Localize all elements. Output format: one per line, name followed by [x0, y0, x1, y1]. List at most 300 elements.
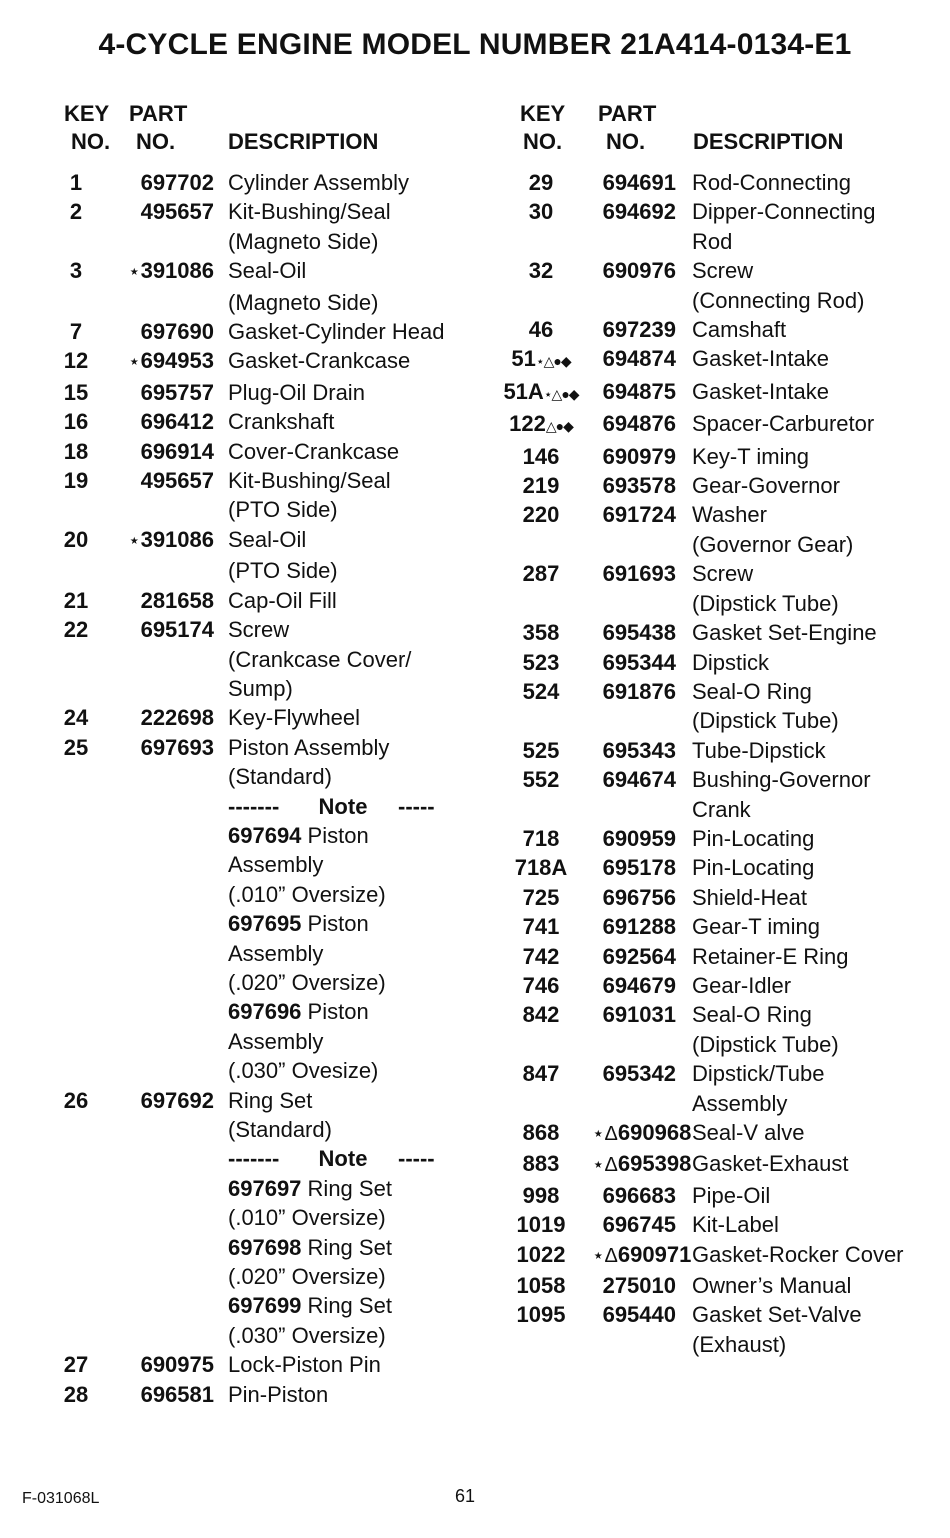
- replacement-marker: ⋆Δ: [592, 1154, 618, 1177]
- description-cell: [228, 378, 485, 407]
- part-no-cell: [112, 466, 214, 495]
- part-no-cell: [112, 407, 214, 436]
- key-no-cell: [490, 1118, 592, 1147]
- description-text: (Magneto Side): [228, 228, 379, 254]
- description-cell: [692, 824, 945, 853]
- part-no-cell: [592, 344, 676, 373]
- note-part-no: 697694: [228, 822, 302, 848]
- description-cell: [692, 853, 945, 882]
- key-no-cell: [490, 1181, 592, 1210]
- key-no-cell: [490, 912, 592, 941]
- description-text: Gear-Governor: [692, 473, 840, 499]
- key-no: 24: [63, 705, 89, 731]
- key-no: 7: [69, 319, 83, 345]
- description-cell: [692, 795, 945, 824]
- parts-row: [40, 968, 485, 997]
- key-no: 122: [509, 411, 546, 437]
- parts-row: [40, 1291, 485, 1320]
- part-no: 691876: [602, 678, 676, 704]
- key-no: 718A: [514, 855, 568, 881]
- description-cell: [692, 1181, 945, 1210]
- key-no: 746: [522, 972, 560, 998]
- key-no: 51A: [503, 378, 544, 404]
- parts-row: [490, 795, 945, 824]
- key-no-cell: [490, 315, 592, 344]
- key-no: 358: [522, 620, 560, 646]
- part-no: 695342: [602, 1061, 676, 1087]
- part-no-header-top: PART: [598, 101, 657, 126]
- part-no-cell: [592, 377, 676, 406]
- description-cell: [228, 997, 485, 1026]
- parts-row: [40, 1203, 485, 1232]
- description-cell: [692, 648, 945, 677]
- part-no: 695438: [602, 620, 676, 646]
- part-no-cell: [592, 1118, 692, 1149]
- description-text: (.030” Oversize): [228, 1322, 386, 1348]
- description-text: Cover-Crankcase: [228, 438, 400, 464]
- description-cell: [692, 559, 945, 588]
- part-no-cell: [112, 256, 214, 287]
- key-no: 29: [528, 170, 554, 195]
- description-cell: [692, 677, 945, 706]
- description-text: Assembly: [692, 1090, 788, 1116]
- parts-row: [490, 1118, 945, 1149]
- description-text: (Exhaust): [692, 1331, 787, 1357]
- description-cell: [228, 1174, 485, 1203]
- part-no-cell: [592, 1149, 692, 1180]
- part-no-cell: [592, 1271, 676, 1300]
- key-no: 220: [522, 502, 560, 528]
- description-cell: [228, 586, 485, 615]
- description-text: Ring Set: [228, 1087, 313, 1113]
- parts-row: [490, 618, 945, 647]
- description-cell: [228, 437, 485, 466]
- description-cell: [692, 1118, 945, 1147]
- parts-row: [40, 645, 485, 674]
- note-dash-left: -------: [228, 793, 280, 819]
- description-text: Shield-Heat: [692, 884, 807, 910]
- description-cell: [228, 821, 485, 850]
- part-no: 694691: [602, 170, 676, 195]
- description-cell: [692, 344, 945, 373]
- parts-row: [490, 677, 945, 706]
- key-no: 3: [69, 258, 83, 284]
- key-no-cell: [40, 168, 112, 197]
- description-text: Ring Set: [307, 1234, 392, 1260]
- part-no-cell: [592, 315, 676, 344]
- description-text: Cylinder Assembly: [228, 170, 409, 195]
- parts-row: [490, 1149, 945, 1180]
- key-no: 725: [522, 884, 560, 910]
- description-cell: [692, 315, 945, 344]
- description-cell: [692, 1240, 945, 1269]
- key-no-cell: [490, 1000, 592, 1029]
- description-cell: [692, 1210, 945, 1239]
- description-text: Tube-Dipstick: [692, 737, 826, 763]
- key-no: 12: [63, 348, 89, 374]
- description-cell: [692, 168, 945, 197]
- key-no: 1019: [516, 1212, 566, 1238]
- key-no: 1058: [516, 1273, 566, 1299]
- part-no: 694679: [602, 972, 676, 998]
- description-cell: [692, 256, 945, 285]
- part-no-cell: [592, 168, 676, 197]
- description-cell: [228, 1027, 485, 1056]
- key-no: 523: [522, 649, 560, 675]
- part-no-header-top: PART: [129, 101, 188, 126]
- description-cell: [692, 530, 945, 559]
- description-cell: [692, 471, 945, 500]
- parts-row: [40, 495, 485, 524]
- part-no-cell: [592, 256, 676, 285]
- part-marker-symbols: ⋆△●◆: [543, 385, 579, 402]
- key-no: 741: [522, 914, 560, 940]
- key-no-cell: [490, 677, 592, 706]
- parts-row: [490, 1271, 945, 1300]
- note-part-no: 697699: [228, 1293, 302, 1319]
- part-no: 690979: [602, 443, 676, 469]
- part-no-cell: [112, 733, 214, 762]
- key-no-cell: [490, 409, 592, 441]
- part-no-cell: [592, 765, 676, 794]
- description-cell: [228, 762, 485, 791]
- part-no: 690976: [602, 258, 676, 284]
- key-no-cell: [490, 1271, 592, 1300]
- part-no-cell: [112, 1086, 214, 1115]
- description-cell: [228, 1350, 485, 1379]
- description-text: Screw: [228, 617, 290, 643]
- description-text: Assembly: [228, 940, 324, 966]
- part-no: 694874: [602, 346, 676, 372]
- description-cell: [228, 1291, 485, 1320]
- description-header: DESCRIPTION: [228, 129, 379, 154]
- part-no: 694674: [602, 767, 676, 793]
- description-cell: [692, 1330, 945, 1359]
- part-no: 697692: [140, 1087, 214, 1113]
- key-no-cell: [40, 525, 112, 554]
- description-cell: [692, 286, 945, 315]
- parts-row: [40, 674, 485, 703]
- description-cell: [228, 556, 485, 585]
- key-no-cell: [490, 736, 592, 765]
- key-no: 525: [522, 737, 560, 763]
- description-text: Piston: [307, 822, 369, 848]
- description-cell: [228, 1321, 485, 1350]
- key-no: 19: [63, 468, 89, 494]
- part-no: 495657: [140, 199, 214, 225]
- part-no-cell: [112, 346, 214, 377]
- parts-row: [40, 1115, 485, 1144]
- part-no: 696581: [140, 1381, 214, 1407]
- parts-row: [490, 256, 945, 285]
- key-no: 219: [522, 473, 560, 499]
- parts-row: [40, 1056, 485, 1085]
- parts-row: [490, 1000, 945, 1029]
- part-no-cell: [592, 409, 676, 438]
- key-no-cell: [490, 883, 592, 912]
- part-no-cell: [592, 500, 676, 529]
- description-cell: [692, 227, 945, 256]
- key-no: 287: [522, 561, 560, 587]
- parts-row: [40, 1380, 485, 1409]
- description-cell: [692, 1089, 945, 1118]
- parts-list-right: [490, 168, 945, 1359]
- key-no: 2: [69, 199, 83, 225]
- parts-row: [40, 525, 485, 556]
- description-text: Gasket Set-Engine: [692, 620, 877, 646]
- part-no-cell: [592, 559, 676, 588]
- description-text: Pipe-Oil: [692, 1182, 771, 1208]
- description-cell: [692, 589, 945, 618]
- key-no: 27: [63, 1352, 89, 1378]
- parts-row: [40, 288, 485, 317]
- part-no-cell: [112, 703, 214, 732]
- replacement-marker: ⋆: [128, 261, 141, 284]
- key-no-cell: [490, 1059, 592, 1088]
- description-text: Gasket Set-Valve: [692, 1302, 862, 1328]
- part-no-cell: [112, 378, 214, 407]
- parts-row: [490, 1030, 945, 1059]
- key-no-header-top: KEY: [64, 101, 110, 126]
- key-no-cell: [40, 346, 112, 375]
- description-text: Bushing-Governor: [692, 767, 871, 793]
- description-text: (Dipstick Tube): [692, 590, 839, 616]
- description-text: (Standard): [228, 1117, 332, 1142]
- part-no: 495657: [140, 468, 214, 494]
- description-text: Rod-Connecting: [692, 170, 851, 195]
- description-text: Cap-Oil Fill: [228, 587, 337, 613]
- parts-row: [40, 821, 485, 850]
- part-no: 697702: [140, 170, 214, 195]
- key-no-cell: [40, 437, 112, 466]
- description-cell: [692, 500, 945, 529]
- description-text: Owner’s Manual: [692, 1273, 852, 1299]
- part-no: 697239: [602, 317, 676, 343]
- description-text: Key-T iming: [692, 443, 809, 469]
- key-no: 22: [63, 617, 89, 643]
- parts-row: [40, 586, 485, 615]
- part-no-cell: [112, 1350, 214, 1379]
- description-text: (Magneto Side): [228, 289, 379, 315]
- parts-row: [490, 1089, 945, 1118]
- key-no: 868: [522, 1120, 560, 1145]
- description-cell: [692, 442, 945, 471]
- description-header: DESCRIPTION: [693, 129, 844, 154]
- parts-row: [40, 256, 485, 287]
- description-text: Screw: [692, 258, 754, 284]
- description-text: Dipper-Connecting: [692, 199, 876, 225]
- description-text: (Dipstick Tube): [692, 1031, 839, 1057]
- key-no: 16: [63, 409, 89, 435]
- description-cell: [228, 615, 485, 644]
- parts-row: [40, 168, 485, 197]
- key-no: 742: [522, 943, 560, 969]
- key-no-cell: [40, 1350, 112, 1379]
- parts-row: [40, 1350, 485, 1379]
- parts-row: [490, 1059, 945, 1088]
- part-no: 695398: [617, 1151, 692, 1177]
- part-no-header-bottom: NO.: [136, 129, 176, 154]
- parts-row: [40, 997, 485, 1026]
- parts-row: [490, 824, 945, 853]
- key-no-cell: [40, 1380, 112, 1409]
- parts-row: [490, 912, 945, 941]
- part-no: 692564: [602, 943, 676, 969]
- key-no-cell: [490, 824, 592, 853]
- description-cell: [692, 883, 945, 912]
- key-no-cell: [490, 377, 592, 409]
- parts-row: [40, 1321, 485, 1350]
- replacement-marker: ⋆: [128, 351, 141, 374]
- part-no: 696914: [140, 438, 214, 464]
- key-no-cell: [490, 1300, 592, 1329]
- parts-row: [40, 850, 485, 879]
- parts-row: [490, 1300, 945, 1329]
- key-no-cell: [490, 168, 592, 197]
- part-no: 391086: [140, 526, 214, 552]
- description-text: Seal-Oil: [228, 258, 307, 284]
- description-text: Ring Set: [307, 1293, 392, 1319]
- part-no: 281658: [140, 587, 214, 613]
- part-no: 695440: [602, 1302, 676, 1328]
- description-cell: [228, 525, 485, 554]
- part-no-cell: [592, 197, 676, 226]
- description-cell: [692, 1030, 945, 1059]
- description-text: Assembly: [228, 852, 324, 878]
- part-no: 391086: [140, 258, 214, 284]
- description-text: Kit-Bushing/Seal: [228, 468, 391, 494]
- description-text: Piston: [307, 911, 369, 937]
- part-no: 275010: [602, 1273, 676, 1299]
- parts-row: [40, 346, 485, 377]
- description-text: Dipstick: [692, 649, 770, 675]
- key-no: 146: [522, 443, 560, 469]
- description-cell: [228, 1233, 485, 1262]
- key-no-cell: [40, 197, 112, 226]
- description-text: (Standard): [228, 764, 332, 790]
- parts-row: [40, 880, 485, 909]
- parts-row: [40, 407, 485, 436]
- parts-row: [490, 736, 945, 765]
- parts-row: [490, 315, 945, 344]
- description-text: Gasket-Rocker Cover: [692, 1241, 904, 1267]
- key-no: 1022: [516, 1241, 566, 1267]
- parts-row: [40, 437, 485, 466]
- description-text: Lock-Piston Pin: [228, 1352, 381, 1378]
- parts-row: [40, 703, 485, 732]
- description-cell: [692, 409, 945, 438]
- parts-row: [490, 286, 945, 315]
- key-no-cell: [40, 378, 112, 407]
- description-cell: [228, 880, 485, 909]
- part-no-cell: [112, 586, 214, 615]
- part-no: 691288: [602, 914, 676, 940]
- parts-row: [40, 762, 485, 791]
- description-text: Seal-O Ring: [692, 678, 812, 704]
- description-cell: [228, 674, 485, 703]
- column-header: [490, 98, 945, 168]
- note-dash-right: -----: [398, 793, 435, 819]
- key-no-cell: [40, 466, 112, 495]
- description-text: Key-Flywheel: [228, 705, 361, 731]
- key-no: 15: [63, 379, 89, 405]
- parts-row: [490, 409, 945, 441]
- part-no-cell: [592, 736, 676, 765]
- description-text: (.010” Oversize): [228, 881, 386, 907]
- part-no-cell: [592, 648, 676, 677]
- part-no: 696412: [140, 409, 214, 435]
- description-text: Gasket-Cylinder Head: [228, 319, 445, 345]
- parts-row: [490, 442, 945, 471]
- key-no: 28: [63, 1381, 89, 1407]
- part-no: 694875: [602, 378, 676, 404]
- description-text: Crankshaft: [228, 409, 335, 435]
- replacement-marker: ⋆Δ: [592, 1244, 618, 1267]
- part-marker-symbols: ⋆△●◆: [535, 353, 571, 370]
- description-text: Piston Assembly: [228, 734, 390, 760]
- key-no: 998: [522, 1182, 560, 1208]
- parts-row: [490, 971, 945, 1000]
- part-no-cell: [592, 824, 676, 853]
- description-cell: [228, 1115, 485, 1144]
- parts-row: [40, 1144, 485, 1173]
- parts-row: [490, 1330, 945, 1359]
- part-no: 690968: [617, 1120, 692, 1145]
- description-cell: [692, 1000, 945, 1029]
- description-text: Seal-O Ring: [692, 1002, 812, 1028]
- description-cell: [228, 939, 485, 968]
- description-cell: [228, 495, 485, 524]
- parts-list-left: [40, 168, 485, 1409]
- description-cell: [692, 971, 945, 1000]
- part-no: 696756: [602, 884, 676, 910]
- part-no-cell: [592, 912, 676, 941]
- part-no-cell: [112, 437, 214, 466]
- description-text: Gear-Idler: [692, 972, 792, 998]
- description-cell: [228, 1086, 485, 1115]
- part-no: 695344: [602, 649, 676, 675]
- key-no: 883: [522, 1151, 560, 1177]
- part-no: 697693: [140, 734, 214, 760]
- description-text: Washer: [692, 502, 767, 528]
- part-no: 693578: [602, 473, 676, 499]
- parts-row: [490, 853, 945, 882]
- part-no: 695178: [602, 855, 676, 881]
- part-no-cell: [592, 1059, 676, 1088]
- description-text: (.020” Oversize): [228, 1264, 386, 1290]
- description-cell: [228, 466, 485, 495]
- part-no: 691031: [602, 1002, 676, 1028]
- description-cell: [228, 1262, 485, 1291]
- key-no-cell: [40, 615, 112, 644]
- key-no: 718: [522, 825, 560, 851]
- note-part-no: 697698: [228, 1234, 302, 1260]
- description-text: Kit-Label: [692, 1212, 779, 1238]
- part-no-cell: [592, 853, 676, 882]
- description-cell: [228, 703, 485, 732]
- description-text: Piston: [307, 999, 369, 1025]
- note-part-no: 697697: [228, 1175, 302, 1201]
- description-cell: [692, 706, 945, 735]
- part-no: 691724: [602, 502, 676, 528]
- parts-row: [490, 706, 945, 735]
- description-text: Ring Set: [307, 1175, 392, 1201]
- part-no-cell: [592, 942, 676, 971]
- part-no: 690959: [602, 825, 676, 851]
- parts-row: [490, 942, 945, 971]
- parts-row: [40, 556, 485, 585]
- key-no-cell: [490, 471, 592, 500]
